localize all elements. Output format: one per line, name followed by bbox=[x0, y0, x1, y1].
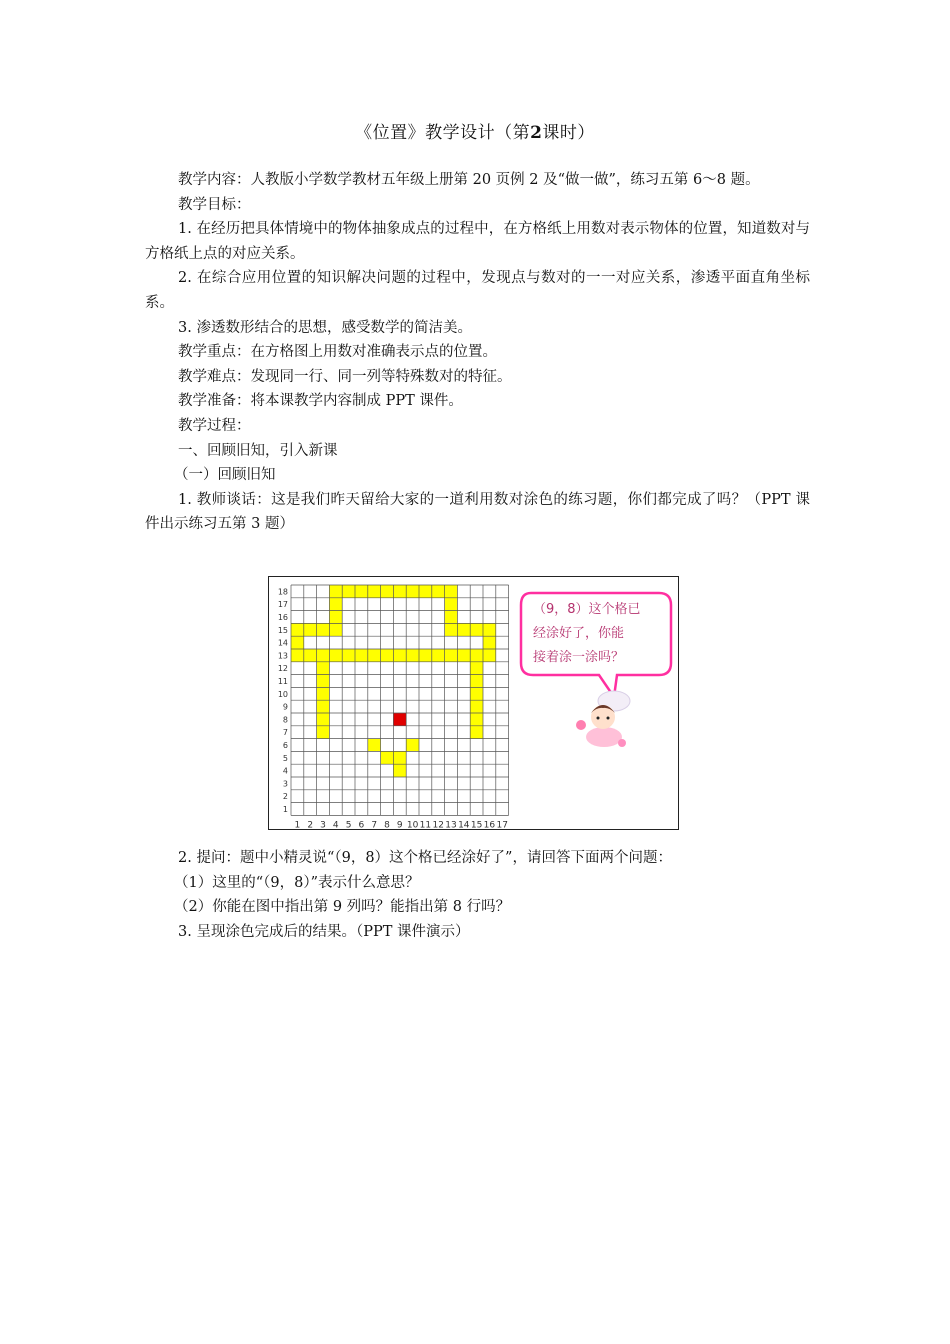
paragraph-step-1: 1. 教师谈话：这是我们昨天留给大家的一道利用数对涂色的练习题，你们都完成了吗？（PPT 课件出示练习五第 3 题） bbox=[145, 491, 810, 533]
document-body-continued bbox=[145, 846, 810, 944]
yellow-cell bbox=[291, 636, 304, 649]
paragraph-goal-3: 3. 渗透数形结合的思想，感受数学的简洁美。 bbox=[178, 319, 472, 336]
yellow-cell bbox=[470, 675, 483, 688]
yellow-cell bbox=[445, 611, 458, 624]
speech-bubble bbox=[521, 593, 671, 697]
yellow-cell bbox=[470, 700, 483, 713]
yellow-cell bbox=[368, 739, 381, 752]
yellow-cell bbox=[355, 649, 368, 662]
x-tick-label: 5 bbox=[345, 820, 352, 831]
yellow-cell bbox=[393, 751, 406, 764]
x-axis-labels bbox=[295, 820, 508, 830]
yellow-cell bbox=[317, 675, 330, 688]
x-tick-label: 17 bbox=[496, 820, 508, 831]
x-tick-label: 15 bbox=[470, 820, 483, 831]
y-tick-label: 3 bbox=[282, 779, 288, 789]
y-tick-label: 4 bbox=[282, 766, 288, 776]
yellow-cell bbox=[406, 739, 419, 752]
yellow-cell bbox=[342, 649, 355, 662]
page-title: 《位置》教学设计（第2课时） bbox=[355, 123, 595, 143]
grid-figure-svg bbox=[269, 577, 680, 831]
x-tick-label: 10 bbox=[406, 820, 419, 831]
question-1: （1）这里的“（9，8）”表示什么意思？ bbox=[174, 874, 420, 891]
yellow-cell bbox=[470, 713, 483, 726]
x-tick-label: 13 bbox=[445, 820, 457, 831]
yellow-cell bbox=[470, 726, 483, 739]
yellow-cell bbox=[317, 649, 330, 662]
x-tick-label: 4 bbox=[332, 820, 339, 831]
yellow-cell bbox=[381, 751, 394, 764]
paragraph-step-3: 3. 呈现涂色完成后的结果。（PPT 课件演示） bbox=[178, 923, 470, 940]
yellow-cell bbox=[368, 585, 381, 598]
red-cell bbox=[393, 713, 406, 726]
paragraph-process-heading: 教学过程： bbox=[178, 417, 251, 434]
y-tick-label: 8 bbox=[282, 715, 288, 725]
yellow-cell bbox=[304, 649, 317, 662]
yellow-cell bbox=[393, 585, 406, 598]
grid-exercise-figure bbox=[268, 576, 679, 830]
yellow-cell bbox=[329, 598, 342, 611]
y-tick-label: 6 bbox=[282, 741, 288, 750]
yellow-cell bbox=[368, 649, 381, 662]
bubble-line-1: （9，8）这个格已 bbox=[533, 602, 641, 617]
x-tick-label: 2 bbox=[307, 820, 314, 831]
yellow-cell bbox=[329, 611, 342, 624]
yellow-cell bbox=[483, 636, 496, 649]
yellow-cell bbox=[470, 623, 483, 636]
paragraph-difficulty: 教学难点：发现同一行、同一列等特殊数对的特征。 bbox=[178, 368, 512, 385]
section-heading-1: 一、回顾旧知，引入新课 bbox=[178, 442, 338, 459]
yellow-cell bbox=[355, 585, 368, 598]
y-tick-label: 1 bbox=[282, 805, 288, 814]
yellow-cell bbox=[317, 726, 330, 739]
x-tick-label: 7 bbox=[371, 820, 378, 831]
yellow-cell bbox=[457, 649, 470, 662]
y-tick-label: 12 bbox=[277, 664, 288, 674]
yellow-cell bbox=[291, 623, 304, 636]
y-tick-label: 17 bbox=[277, 600, 288, 610]
yellow-cell bbox=[393, 649, 406, 662]
yellow-cell bbox=[393, 764, 406, 777]
yellow-cell bbox=[406, 649, 419, 662]
y-tick-label: 10 bbox=[277, 689, 288, 699]
y-tick-label: 15 bbox=[277, 625, 288, 635]
x-tick-label: 11 bbox=[419, 820, 432, 831]
yellow-cell bbox=[317, 662, 330, 675]
yellow-cell bbox=[432, 585, 445, 598]
paragraph-goal-2: 2. 在综合应用位置的知识解决问题的过程中，发现点与数对的一一对应关系，渗透平面直角坐标系。 bbox=[145, 270, 810, 311]
yellow-cell bbox=[445, 598, 458, 611]
yellow-cell bbox=[432, 649, 445, 662]
y-tick-label: 18 bbox=[277, 587, 288, 597]
x-tick-label: 3 bbox=[320, 820, 326, 831]
x-tick-label: 14 bbox=[458, 820, 470, 831]
document-body bbox=[145, 168, 810, 537]
y-tick-label: 14 bbox=[277, 638, 288, 648]
yellow-cell bbox=[470, 662, 483, 675]
yellow-cell bbox=[419, 649, 432, 662]
yellow-cell bbox=[381, 585, 394, 598]
y-tick-label: 5 bbox=[282, 753, 288, 763]
y-tick-label: 11 bbox=[277, 677, 288, 686]
yellow-cell bbox=[329, 623, 342, 636]
yellow-cell bbox=[304, 623, 317, 636]
x-tick-label: 9 bbox=[396, 820, 403, 831]
yellow-cell bbox=[419, 585, 432, 598]
yellow-cell bbox=[445, 585, 458, 598]
x-tick-label: 6 bbox=[358, 820, 365, 831]
x-tick-label: 1 bbox=[294, 820, 301, 831]
yellow-cell bbox=[483, 623, 496, 636]
yellow-cell bbox=[483, 649, 496, 662]
yellow-cell bbox=[381, 649, 394, 662]
paragraph-goals-heading: 教学目标： bbox=[178, 196, 251, 213]
y-tick-label: 9 bbox=[282, 702, 288, 712]
yellow-cell bbox=[342, 585, 355, 598]
yellow-cell bbox=[406, 585, 419, 598]
yellow-cell bbox=[317, 713, 330, 726]
bubble-line-3: 接着涂一涂吗？ bbox=[533, 650, 625, 665]
paragraph-preparation: 教学准备：将本课教学内容制成 PPT 课件。 bbox=[178, 393, 463, 410]
yellow-cell bbox=[445, 649, 458, 662]
yellow-cell bbox=[329, 585, 342, 598]
paragraph-key-point: 教学重点：在方格图上用数对准确表示点的位置。 bbox=[178, 344, 497, 361]
yellow-cell bbox=[317, 687, 330, 700]
y-axis-labels bbox=[278, 587, 288, 814]
y-tick-label: 2 bbox=[282, 792, 288, 802]
x-tick-label: 16 bbox=[483, 820, 496, 831]
yellow-cell bbox=[470, 649, 483, 662]
y-tick-label: 16 bbox=[277, 613, 288, 622]
yellow-cell bbox=[457, 623, 470, 636]
x-tick-label: 8 bbox=[384, 820, 390, 831]
question-2: （2）你能在图中指出第 9 列吗？能指出第 8 行吗？ bbox=[174, 899, 511, 916]
yellow-cell bbox=[317, 623, 330, 636]
bubble-line-2: 经涂好了，你能 bbox=[533, 626, 625, 641]
y-tick-label: 7 bbox=[282, 728, 288, 738]
yellow-cell bbox=[291, 649, 304, 662]
yellow-cell bbox=[470, 687, 483, 700]
fairy-character-icon bbox=[576, 691, 630, 747]
x-tick-label: 12 bbox=[432, 820, 444, 831]
y-tick-label: 13 bbox=[277, 651, 288, 661]
paragraph-content: 教学内容：人教版小学数学教材五年级上册第 20 页例 2 及“做一做”，练习五第 6～8 题。 bbox=[178, 172, 760, 188]
subsection-heading-1: （一）回顾旧知 bbox=[174, 467, 276, 484]
yellow-cell bbox=[329, 649, 342, 662]
yellow-cell bbox=[445, 623, 458, 636]
yellow-cell bbox=[317, 700, 330, 713]
paragraph-step-2: 2. 提问：题中小精灵说“（9，8）这个格已经涂好了”，请回答下面两个问题： bbox=[178, 850, 672, 866]
paragraph-goal-1: 1. 在经历把具体情境中的物体抽象成点的过程中，在方格纸上用数对表示物体的位置，知道数对与方格纸上点的对应关系。 bbox=[145, 221, 810, 262]
grid-lines bbox=[291, 585, 509, 815]
